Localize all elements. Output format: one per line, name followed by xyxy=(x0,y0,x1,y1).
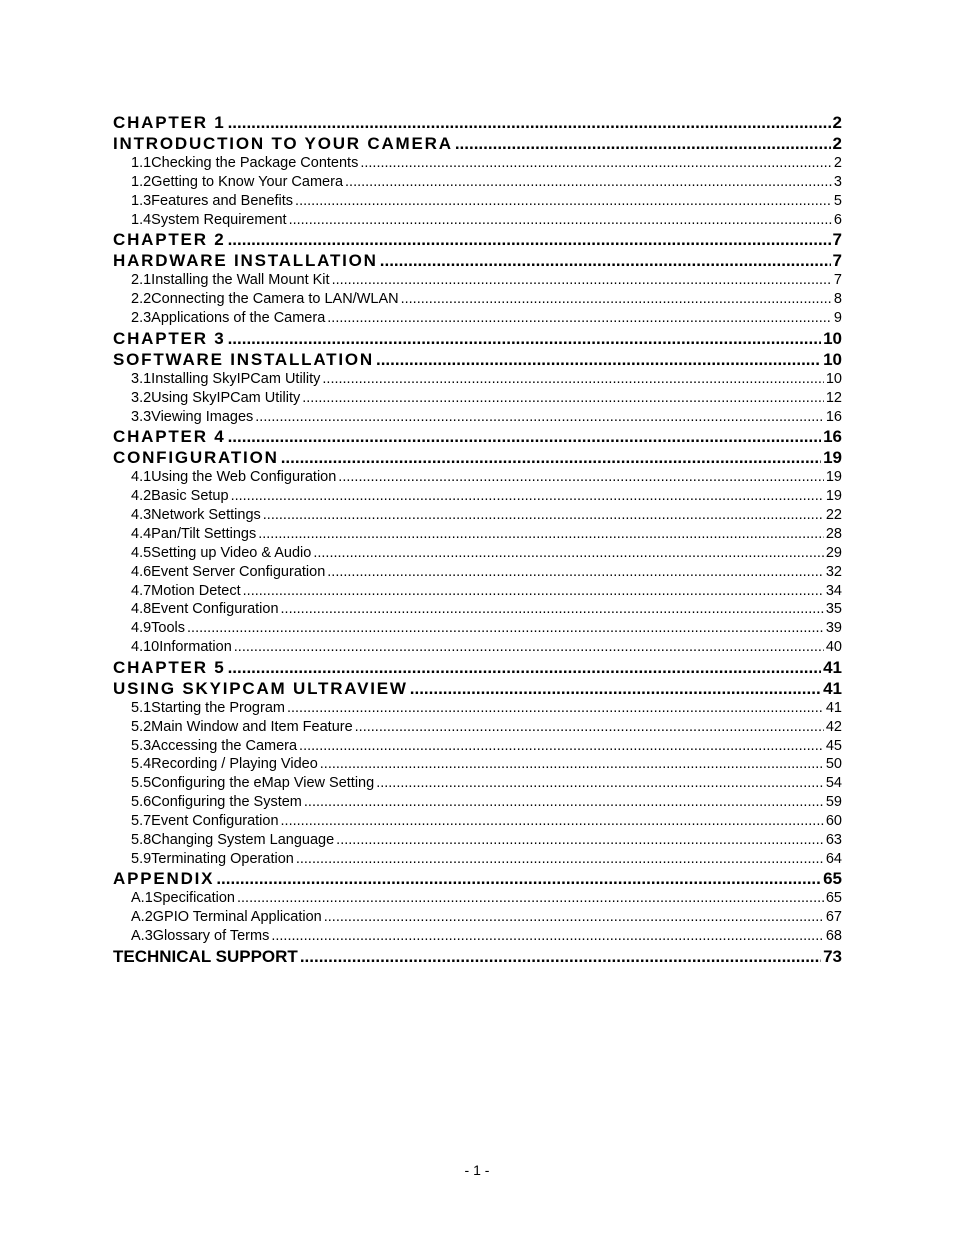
toc-section-entry[interactable] xyxy=(113,370,842,389)
toc-page-number: 65 xyxy=(823,869,842,889)
toc-section-number: A.2 xyxy=(131,909,153,926)
toc-dot-leader xyxy=(255,408,824,427)
toc-dot-leader xyxy=(231,487,824,506)
toc-page-number: 16 xyxy=(823,427,842,447)
toc-section-number: 4.3 xyxy=(131,507,152,524)
toc-section-entry[interactable] xyxy=(113,812,842,831)
toc-section-number: 2.1 xyxy=(131,272,152,289)
toc-entry-title: Changing System Language xyxy=(151,831,335,848)
toc-entry-title: CHAPTER 1 xyxy=(113,113,226,132)
toc-dot-leader xyxy=(289,211,832,230)
toc-page-number: 5 xyxy=(833,192,842,209)
toc-section-number: 5.3 xyxy=(131,737,152,754)
toc-section-number: 5.4 xyxy=(131,756,152,773)
toc-section-entry[interactable] xyxy=(113,290,842,309)
toc-chapter-entry[interactable] xyxy=(113,447,842,468)
toc-dot-leader xyxy=(327,309,832,328)
toc-page-number: 32 xyxy=(825,563,842,580)
toc-section-number: 4.5 xyxy=(131,544,152,561)
toc-section-entry[interactable] xyxy=(113,600,842,619)
toc-page-number: 73 xyxy=(823,947,842,966)
toc-chapter-entry[interactable] xyxy=(113,349,842,370)
toc-entry-title: Terminating Operation xyxy=(151,850,294,867)
toc-page-number: 19 xyxy=(823,448,842,468)
toc-entry-title: Information xyxy=(159,639,232,656)
toc-entry-title: CHAPTER 5 xyxy=(113,657,226,677)
toc-section-number: 5.9 xyxy=(131,850,152,867)
table-of-contents xyxy=(113,112,842,967)
toc-entry-title: Tools xyxy=(151,620,186,637)
toc-entry-title: Glossary of Terms xyxy=(152,928,270,945)
toc-dot-leader xyxy=(313,544,824,563)
toc-page-number: 41 xyxy=(823,678,842,698)
toc-entry-title: CHAPTER 2 xyxy=(113,230,226,250)
toc-section-entry[interactable] xyxy=(113,211,842,230)
toc-chapter-entry[interactable] xyxy=(113,250,842,271)
toc-section-entry[interactable] xyxy=(113,506,842,525)
toc-section-number: 4.1 xyxy=(131,469,152,486)
toc-entry-title: Event Configuration xyxy=(151,601,279,618)
toc-page-number: 39 xyxy=(825,620,842,637)
toc-section-entry[interactable] xyxy=(113,271,842,290)
toc-page-number: 2 xyxy=(832,113,842,132)
toc-dot-leader xyxy=(228,112,831,133)
toc-dot-leader xyxy=(360,154,832,173)
toc-section-number: 4.6 xyxy=(131,563,152,580)
toc-dot-leader xyxy=(302,389,824,408)
toc-entry-title: Motion Detect xyxy=(151,582,241,599)
toc-page-number: 64 xyxy=(825,850,842,867)
toc-dot-leader xyxy=(300,946,821,967)
toc-dot-leader xyxy=(187,619,824,638)
toc-page-number: 19 xyxy=(825,488,842,505)
toc-section-entry[interactable] xyxy=(113,544,842,563)
toc-page-number: 10 xyxy=(823,328,842,348)
toc-section-entry[interactable] xyxy=(113,154,842,173)
toc-section-number: 5.1 xyxy=(131,699,152,716)
toc-entry-title: Event Configuration xyxy=(151,812,279,829)
toc-entry-title: Recording / Playing Video xyxy=(151,756,318,773)
toc-entry-title: Starting the Program xyxy=(151,699,285,716)
toc-dot-leader xyxy=(401,290,832,309)
toc-section-number: 5.5 xyxy=(131,775,152,792)
toc-chapter-entry[interactable] xyxy=(113,657,842,678)
toc-dot-leader xyxy=(281,447,821,468)
toc-entry-title: Connecting the Camera to LAN/WLAN xyxy=(151,291,399,308)
toc-section-entry[interactable] xyxy=(113,309,842,328)
toc-page-number: 34 xyxy=(825,582,842,599)
toc-section-entry[interactable] xyxy=(113,408,842,427)
toc-section-number: 4.10 xyxy=(131,639,160,656)
toc-entry-title: Setting up Video & Audio xyxy=(151,544,312,561)
toc-section-entry[interactable] xyxy=(113,737,842,756)
toc-entry-title: Specification xyxy=(152,890,235,907)
toc-section-number: 5.2 xyxy=(131,718,152,735)
toc-page-number: 35 xyxy=(825,601,842,618)
toc-section-entry[interactable] xyxy=(113,638,842,657)
toc-section-number: 3.2 xyxy=(131,389,152,406)
toc-dot-leader xyxy=(304,793,824,812)
toc-section-number: 4.2 xyxy=(131,488,152,505)
toc-section-number: 3.1 xyxy=(131,370,152,387)
toc-dot-leader xyxy=(327,563,824,582)
toc-entry-title: Installing SkyIPCam Utility xyxy=(151,370,321,387)
toc-page-number: 10 xyxy=(825,370,842,387)
toc-section-entry[interactable] xyxy=(113,563,842,582)
toc-page-number: 63 xyxy=(825,831,842,848)
toc-dot-leader xyxy=(216,868,821,889)
toc-page-number: 45 xyxy=(825,737,842,754)
toc-entry-title: Main Window and Item Feature xyxy=(151,718,353,735)
toc-section-entry[interactable] xyxy=(113,908,842,927)
toc-entry-title: Viewing Images xyxy=(151,408,254,425)
toc-entry-title: Pan/Tilt Settings xyxy=(151,525,257,542)
toc-chapter-entry[interactable] xyxy=(113,868,842,889)
toc-section-entry[interactable] xyxy=(113,699,842,718)
toc-section-number: 2.2 xyxy=(131,291,152,308)
toc-section-entry[interactable] xyxy=(113,718,842,737)
toc-section-number: 4.7 xyxy=(131,582,152,599)
toc-dot-leader xyxy=(380,250,831,271)
toc-dot-leader xyxy=(228,657,822,678)
toc-page-number: 2 xyxy=(832,134,842,153)
toc-section-entry[interactable] xyxy=(113,774,842,793)
toc-page-number: 42 xyxy=(825,718,842,735)
toc-dot-leader xyxy=(338,468,824,487)
toc-dot-leader xyxy=(332,271,832,290)
toc-section-entry[interactable] xyxy=(113,927,842,946)
toc-dot-leader xyxy=(296,850,824,869)
toc-chapter-entry[interactable] xyxy=(113,133,842,154)
toc-page-number: 12 xyxy=(825,389,842,406)
toc-section-number: 2.3 xyxy=(131,310,152,327)
toc-entry-title: Event Server Configuration xyxy=(151,563,326,580)
toc-entry-title: APPENDIX xyxy=(113,869,215,889)
toc-page-number: 3 xyxy=(833,173,842,190)
toc-dot-leader xyxy=(410,678,821,699)
toc-chapter-entry[interactable] xyxy=(113,112,842,133)
toc-entry-title: Getting to Know Your Camera xyxy=(151,173,344,190)
toc-entry-title: CHAPTER 4 xyxy=(113,427,226,447)
toc-page-number: 8 xyxy=(833,291,842,308)
toc-dot-leader xyxy=(455,133,831,154)
toc-page-number: 6 xyxy=(833,211,842,228)
toc-section-entry[interactable] xyxy=(113,487,842,506)
toc-chapter-entry[interactable] xyxy=(113,229,842,250)
toc-page-number: 40 xyxy=(825,639,842,656)
toc-page-number: 59 xyxy=(825,794,842,811)
toc-section-number: 5.7 xyxy=(131,812,152,829)
toc-entry-title: Installing the Wall Mount Kit xyxy=(151,272,330,289)
toc-entry-title: Features and Benefits xyxy=(151,192,294,209)
toc-section-number: 5.6 xyxy=(131,794,152,811)
toc-dot-leader xyxy=(376,774,824,793)
toc-chapter-entry[interactable] xyxy=(113,678,842,699)
toc-section-entry[interactable] xyxy=(113,831,842,850)
toc-dot-leader xyxy=(237,889,824,908)
toc-dot-leader xyxy=(324,908,824,927)
toc-entry-title: CHAPTER 3 xyxy=(113,328,226,348)
toc-section-number: 4.4 xyxy=(131,525,152,542)
toc-dot-leader xyxy=(228,328,822,349)
toc-page-number: 50 xyxy=(825,756,842,773)
toc-dot-leader xyxy=(263,506,824,525)
toc-chapter-entry[interactable] xyxy=(113,426,842,447)
toc-dot-leader xyxy=(376,349,821,370)
toc-dot-leader xyxy=(234,638,824,657)
toc-entry-title: CONFIGURATION xyxy=(113,448,279,468)
toc-dot-leader xyxy=(299,737,824,756)
toc-section-entry[interactable] xyxy=(113,582,842,601)
toc-entry-title: SOFTWARE INSTALLATION xyxy=(113,349,374,369)
toc-entry-title: Using SkyIPCam Utility xyxy=(151,389,301,406)
toc-entry-title: Configuring the System xyxy=(151,794,302,811)
toc-page-number: 2 xyxy=(833,155,842,171)
toc-page-number: 41 xyxy=(825,699,842,716)
toc-dot-leader xyxy=(258,525,824,544)
toc-page-number: 41 xyxy=(823,657,842,677)
toc-page-number: 7 xyxy=(832,251,842,271)
toc-entry-title: USING SKYIPCAM ULTRAVIEW xyxy=(113,678,408,698)
toc-section-number: 3.3 xyxy=(131,408,152,425)
toc-page-number: 10 xyxy=(823,349,842,369)
toc-page-number: 28 xyxy=(825,525,842,542)
toc-entry-title: Checking the Package Contents xyxy=(151,155,359,171)
toc-chapter-entry[interactable] xyxy=(113,946,842,967)
toc-dot-leader xyxy=(345,173,832,192)
toc-section-entry[interactable] xyxy=(113,850,842,869)
toc-section-entry[interactable] xyxy=(113,793,842,812)
toc-section-entry[interactable] xyxy=(113,755,842,774)
toc-page-number: 67 xyxy=(825,909,842,926)
toc-dot-leader xyxy=(336,831,824,850)
toc-page-number: 60 xyxy=(825,812,842,829)
toc-dot-leader xyxy=(271,927,824,946)
toc-entry-title: Using the Web Configuration xyxy=(151,469,337,486)
toc-section-entry[interactable] xyxy=(113,525,842,544)
toc-section-number: 1.2 xyxy=(131,173,152,190)
toc-section-entry[interactable] xyxy=(113,468,842,487)
toc-section-entry[interactable] xyxy=(113,619,842,638)
toc-dot-leader xyxy=(281,812,824,831)
toc-section-number: A.1 xyxy=(131,890,153,907)
toc-dot-leader xyxy=(355,718,824,737)
toc-section-number: 1.1 xyxy=(131,155,152,171)
toc-page-number: 54 xyxy=(825,775,842,792)
toc-entry-title: Accessing the Camera xyxy=(151,737,298,754)
toc-dot-leader xyxy=(322,370,823,389)
toc-page-number: 65 xyxy=(825,890,842,907)
toc-entry-title: System Requirement xyxy=(151,211,287,228)
toc-entry-title: TECHNICAL SUPPORT xyxy=(113,947,298,966)
toc-entry-title: Network Settings xyxy=(151,507,261,524)
toc-entry-title: GPIO Terminal Application xyxy=(152,909,322,926)
toc-page-number: 7 xyxy=(833,272,842,289)
toc-dot-leader xyxy=(287,699,824,718)
toc-dot-leader xyxy=(228,229,831,250)
toc-chapter-entry[interactable] xyxy=(113,328,842,349)
toc-page-number: 68 xyxy=(825,928,842,945)
toc-entry-title: INTRODUCTION TO YOUR CAMERA xyxy=(113,134,453,153)
toc-dot-leader xyxy=(243,582,824,601)
toc-page-number: 22 xyxy=(825,507,842,524)
toc-page-number: 9 xyxy=(833,310,842,327)
toc-section-entry[interactable] xyxy=(113,889,842,908)
toc-section-number: A.3 xyxy=(131,928,153,945)
toc-section-number: 4.9 xyxy=(131,620,152,637)
toc-dot-leader xyxy=(228,426,822,447)
toc-dot-leader xyxy=(281,600,824,619)
toc-page-number: 29 xyxy=(825,544,842,561)
toc-section-number: 5.8 xyxy=(131,831,152,848)
page-number: - 1 - xyxy=(464,1162,490,1178)
toc-dot-leader xyxy=(320,755,824,774)
toc-section-number: 4.8 xyxy=(131,601,152,618)
toc-section-entry[interactable] xyxy=(113,192,842,211)
toc-page-number: 19 xyxy=(825,469,842,486)
toc-entry-title: Applications of the Camera xyxy=(151,310,326,327)
toc-entry-title: Basic Setup xyxy=(151,488,229,505)
toc-dot-leader xyxy=(295,192,832,211)
toc-entry-title: HARDWARE INSTALLATION xyxy=(113,251,378,271)
toc-section-number: 1.3 xyxy=(131,192,152,209)
toc-entry-title: Configuring the eMap View Setting xyxy=(151,775,375,792)
toc-section-number: 1.4 xyxy=(131,211,152,228)
toc-section-entry[interactable] xyxy=(113,173,842,192)
toc-section-entry[interactable] xyxy=(113,389,842,408)
toc-page-number: 16 xyxy=(825,408,842,425)
toc-page-number: 7 xyxy=(832,230,842,250)
